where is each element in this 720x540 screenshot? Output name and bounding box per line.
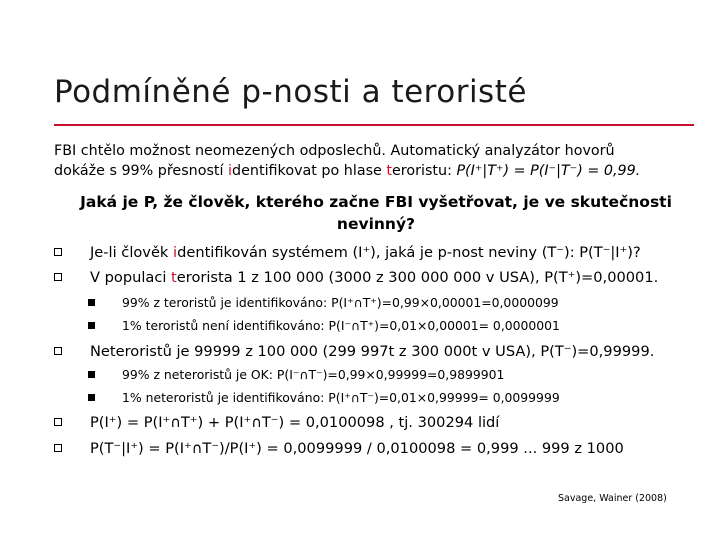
bullet-text-part: dentifikován systémem (I⁺), jaká je p-nost neviny (T⁻): P(T⁻|I⁺)? bbox=[177, 244, 641, 261]
intro-text: dokáže s 99% přesností bbox=[54, 163, 229, 179]
hollow-square-icon bbox=[54, 347, 62, 355]
bullet-text: P(I⁺) = P(I⁺∩T⁺) + P(I⁺∩T⁻) = 0,0100098 , tj. 300294 lidí bbox=[90, 414, 500, 431]
citation: Savage, Wainer (2008) bbox=[558, 493, 667, 504]
bullet-text: P(T⁻|I⁺) = P(I⁺∩T⁻)/P(I⁺) = 0,0099999 / 0,0100098 = 0,999 ... 999 z 1000 bbox=[90, 440, 624, 457]
intro-line-1: FBI chtělo možnost neomezených odposlechů. Automatický analyzátor hovorů bbox=[54, 143, 615, 159]
key-question bbox=[46, 191, 706, 235]
filled-square-icon bbox=[88, 299, 95, 306]
bullet-text-part: Je-li člověk bbox=[90, 244, 174, 261]
filled-square-icon bbox=[88, 371, 95, 378]
hollow-square-icon bbox=[54, 418, 62, 426]
slide-title: Podmíněné p-nosti a teroristé bbox=[54, 74, 527, 110]
bullet-text-part: erorista 1 z 100 000 (3000 z 300 000 000 v USA), P(T⁺)=0,00001. bbox=[176, 269, 659, 286]
intro-paragraph bbox=[54, 141, 694, 181]
intro-highlight-t: t bbox=[386, 163, 392, 179]
sub-bullet-text: 99% z teroristů je identifikováno: P(I⁺∩T⁺)=0,99×0,00001=0,0000099 bbox=[122, 295, 559, 310]
title-divider bbox=[54, 124, 694, 126]
bullet-highlight-t: t bbox=[171, 269, 177, 286]
filled-square-icon bbox=[88, 322, 95, 329]
question-line-2: nevinný? bbox=[336, 215, 416, 233]
bullet-highlight-i: i bbox=[173, 244, 178, 261]
hollow-square-icon bbox=[54, 444, 62, 452]
hollow-square-icon bbox=[54, 273, 62, 281]
intro-formula: P(I⁺|T⁺) = P(I⁻|T⁻) = 0,99. bbox=[456, 163, 641, 179]
bullet-text bbox=[90, 268, 658, 288]
bullet-text-part: V populaci bbox=[90, 269, 172, 286]
filled-square-icon bbox=[88, 394, 95, 401]
sub-bullet-text: 1% neteroristů je identifikováno: P(I⁺∩T⁻)=0,01×0,99999= 0,0099999 bbox=[122, 390, 560, 405]
intro-line-2 bbox=[54, 161, 694, 181]
intro-highlight-i: i bbox=[228, 163, 233, 179]
intro-text: eroristu: bbox=[392, 163, 457, 179]
sub-bullet-text: 99% z neteroristů je OK: P(I⁻∩T⁻)=0,99×0,99999=0,9899901 bbox=[122, 367, 505, 382]
bullet-text: Neteroristů je 99999 z 100 000 (299 997t z 300 000t v USA), P(T⁻)=0,99999. bbox=[90, 343, 655, 360]
intro-text: dentifikovat po hlase bbox=[232, 163, 387, 179]
bullet-text bbox=[90, 243, 641, 263]
hollow-square-icon bbox=[54, 248, 62, 256]
question-line-1: Jaká je P, že člověk, kterého začne FBI vyšetřovat, je ve skutečnosti bbox=[80, 193, 672, 211]
sub-bullet-text: 1% teroristů není identifikováno: P(I⁻∩T⁺)=0,01×0,00001= 0,0000001 bbox=[122, 318, 560, 333]
